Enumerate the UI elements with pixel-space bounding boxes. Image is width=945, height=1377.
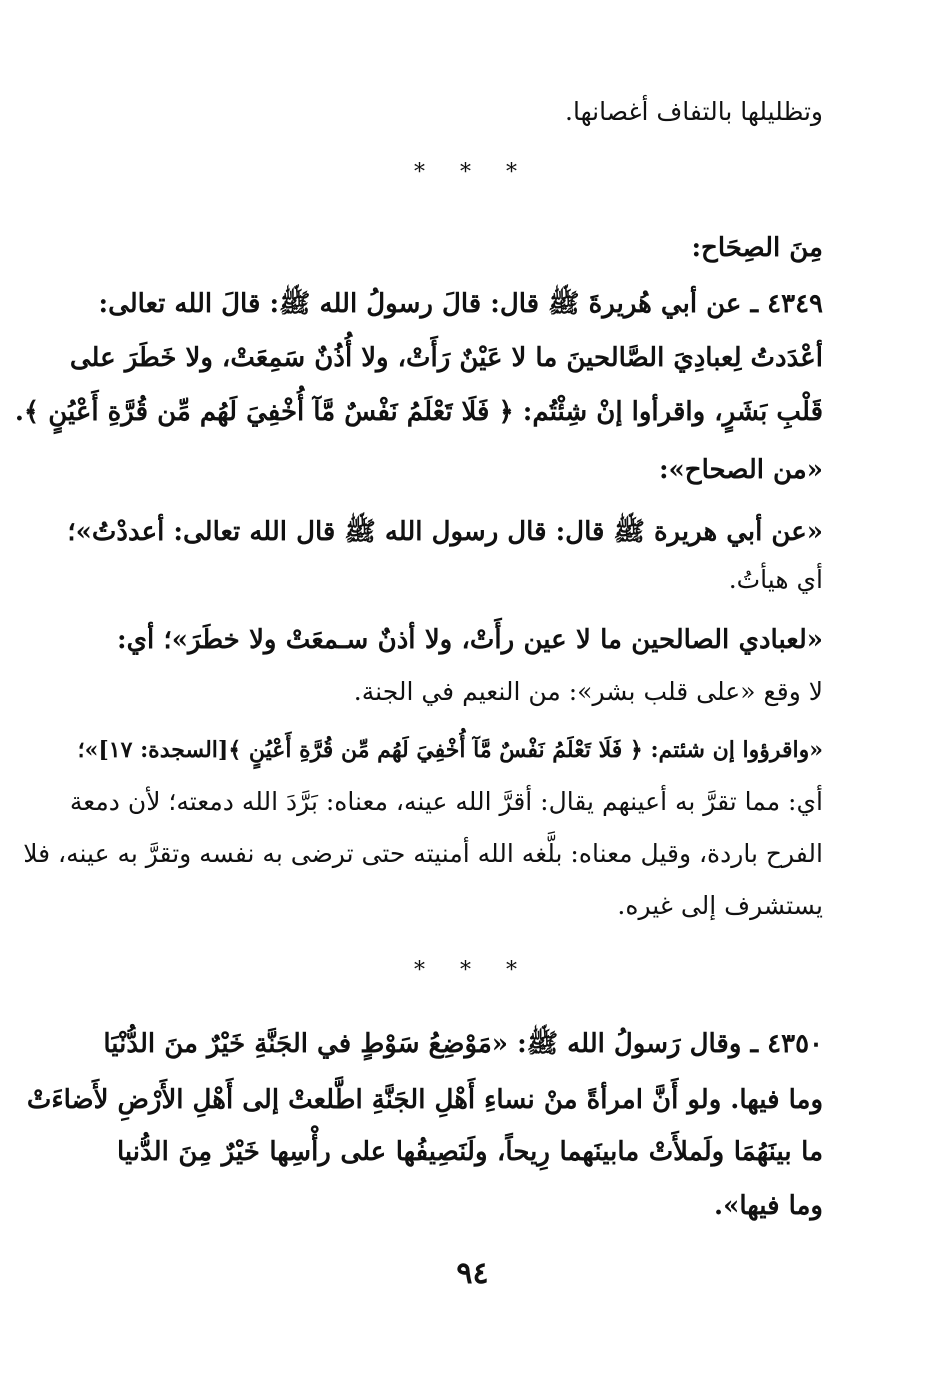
hadith-4349-line-2: أعْدَدتُ لِعبادِيَ الصَّالحينَ ما لا عَيْنٌ رَأَتْ، ولا أُذُنٌ سَمِعَتْ، ولا خَطَرَ على (69, 343, 823, 373)
commentary-line-8: يستشرف إلى غيره. (617, 891, 823, 920)
commentary-line-3: «لعبادي الصالحين ما لا عين رأَتْ، ولا أذنٌ سـمعَتْ ولا خطَرَ»؛ أي: (117, 625, 823, 655)
section-separator-2: * * * (414, 958, 531, 983)
commentary-line-1: «عن أبي هريرة ﷺ قال: قال رسول الله ﷺ قال الله تعالى: أعددْتُ»؛ (67, 517, 823, 547)
hadith-4350-line-2: وما فيها. ولو أَنَّ امرأةً منْ نساءِ أَهْلِ الجَنَّةِ اطَّلعتْ إلى أَهْلِ الأَرْضِ لأَضاءَتْ (26, 1085, 823, 1115)
section-separator-1: * * * (414, 160, 531, 185)
hadith-4349-line-1: ٤٣٤٩ ـ عن أبي هُريرةَ ﷺ قال: قالَ رسولُ الله ﷺ: قالَ الله تعالى: (98, 289, 823, 319)
page-number: ٩٤ (456, 1256, 489, 1291)
section-heading-sihah: مِنَ الصِحَاح: (691, 233, 823, 263)
hadith-4350-line-3: ما بينَهُمَا ولَملأَتْ مابينَهما رِيحاً، ولَنَصِيفُها على رأْسِها خَيْرٌ مِنَ الدُّنيا (117, 1137, 823, 1167)
commentary-line-5: «واقرؤوا إن شئتم: ﴿ فَلَا تَعْلَمُ نَفْسٌ مَّآ أُخْفِيَ لَهُم مِّن قُرَّةِ أَعْيُنٍ ﴾[السجدة: ١٧]»؛ (77, 737, 823, 763)
commentary-line-2: أي هيأتُ. (728, 565, 823, 594)
hadith-4349-line-3: قَلْبِ بَشَرٍ، واقرأوا إنْ شِئْتُم: ﴿ فَلَا تَعْلَمُ نَفْسٌ مَّآ أُخْفِيَ لَهُم مِّن قُرَّةِ أَعْيُنٍ ﴾. (14, 397, 823, 427)
hadith-4350-line-1: ٤٣٥٠ ـ وقال رَسولُ الله ﷺ: «مَوْضِعُ سَوْطٍ في الجَنَّةِ خَيْرٌ منَ الدُّنْيَا (103, 1029, 823, 1059)
commentary-line-4: لا وقع «على قلب بشر»: من النعيم في الجنة. (353, 677, 823, 706)
commentary-heading: «من الصحاح»: (658, 455, 823, 485)
hadith-4350-line-4: وما فيها». (714, 1191, 823, 1221)
commentary-line-7: الفرح باردة، وقيل معناه: بلَّغه الله أمنيته حتى ترضى به نفسه وتقرَّ به عينه، فلا (23, 839, 823, 868)
commentary-line-6: أي: مما تقرَّ به أعينهم يقال: أقرَّ الله عينه، معناه: بَرَّدَ الله دمعته؛ لأن دمعة (69, 787, 823, 816)
text-line-1: وتظليلها بالتفاف أغصانها. (565, 97, 823, 126)
